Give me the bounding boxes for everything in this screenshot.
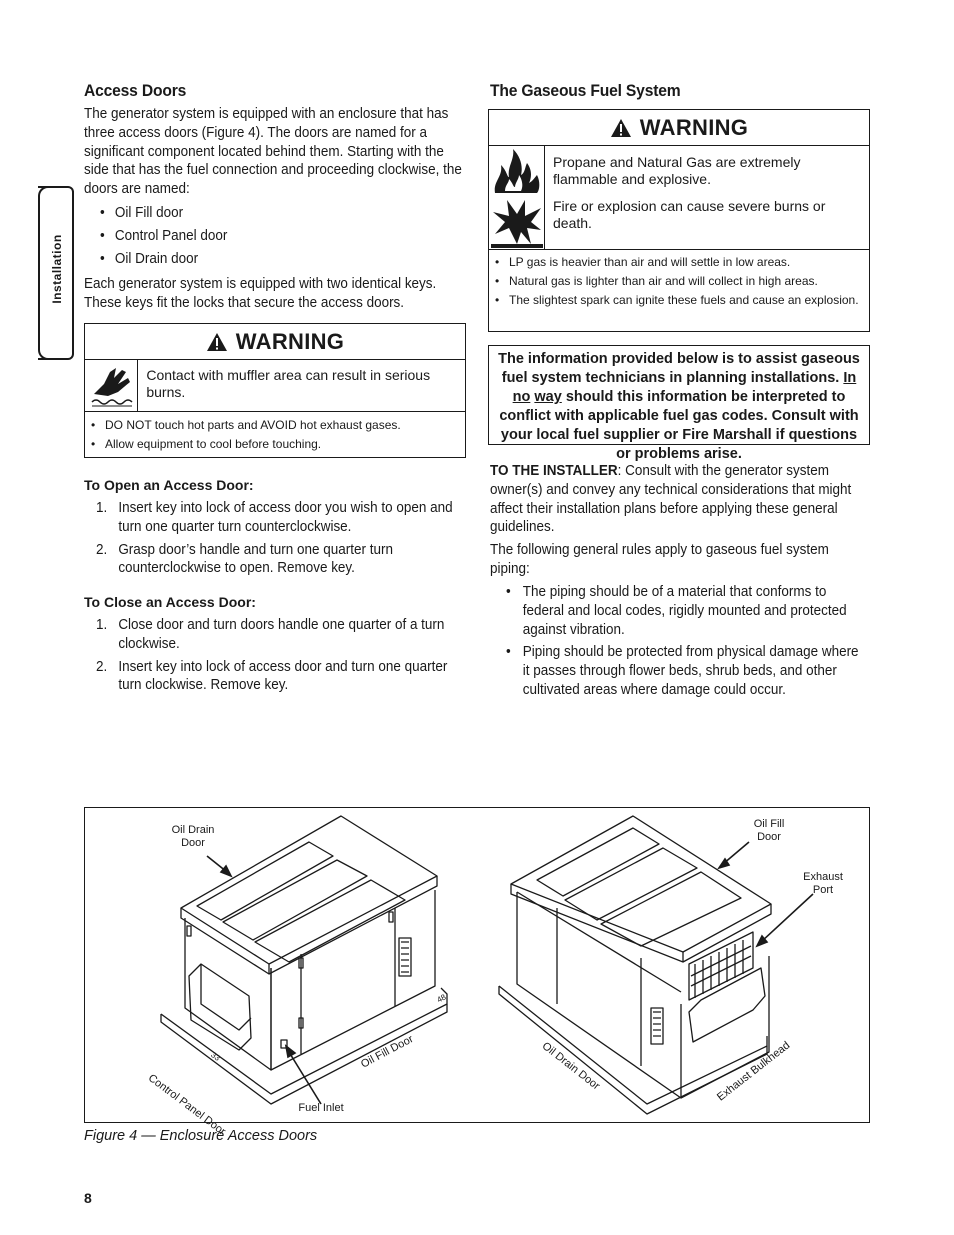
- fuel-info-box: The information provided below is to assist gaseous fuel system technicians in planning installations. In no way should this information be interpreted to conflict with applicable fuel gas codes. Consult with your local fuel supplier or Fire Marshall if questions or problems arise.: [488, 345, 870, 445]
- list-item: 2. Grasp door’s handle and turn one quarter turn counterclockwise to open. Remove key.: [96, 541, 393, 577]
- label-part-number-2: 48: [435, 992, 448, 1005]
- hazard-icons: [489, 146, 545, 249]
- warning-header: WARNING: [489, 110, 869, 146]
- list-item: • Control Panel door: [100, 227, 228, 244]
- side-tab-label: Installation: [50, 234, 64, 304]
- warning-bullets: [85, 412, 465, 458]
- figure-caption: Figure 4 — Enclosure Access Doors: [84, 1128, 318, 1144]
- open-door-heading: To Open an Access Door:: [84, 477, 254, 493]
- warning-message-row: [85, 360, 465, 412]
- warning-bullets: [489, 250, 869, 314]
- close-steps: [96, 616, 459, 699]
- warning-message-burns: Fire or explosion can cause severe burns or death.: [553, 198, 826, 231]
- label-part-number-1: 33: [209, 1050, 222, 1063]
- label-oil-drain-door-right: Oil Drain Door: [539, 1040, 602, 1093]
- label-oil-fill-door-left: Oil Fill Door: [359, 1033, 416, 1071]
- list-item: • DO NOT touch hot parts and AVOID hot exhaust gases.: [91, 418, 401, 432]
- access-doors-heading: Access Doors: [84, 81, 187, 100]
- door-list: [100, 204, 435, 268]
- label-oil-drain-door-top: Oil Drain Door: [171, 824, 215, 849]
- gaseous-fuel-heading: The Gaseous Fuel System: [490, 81, 681, 100]
- label-exhaust-port: Exhaust Port: [803, 871, 843, 896]
- warning-triangle-icon: [610, 118, 632, 138]
- close-door-heading: To Close an Access Door:: [84, 594, 256, 610]
- access-doors-intro: The generator system is equipped with an enclosure that has three access doors (Figure 4). The doors are named for a significant component located behind them. Starting with the side that has the fuel connection and proceeding clockwise, the doors are named:: [84, 106, 462, 198]
- list-item: • Piping should be protected from physical damage where it passes through flower beds, shrub beds, and other cultivated areas where damage could occur.: [506, 644, 859, 698]
- list-item: • Natural gas is lighter than air and will collect in high areas.: [495, 274, 818, 288]
- hot-surface-icon: [85, 360, 138, 411]
- warning-message: Contact with muffler area can result in serious burns.: [146, 367, 431, 400]
- label-control-panel-door: Control Panel Door: [145, 1072, 228, 1138]
- explosion-icon: [489, 198, 544, 250]
- label-exhaust-bulkhead: Exhaust Bulkhead: [715, 1039, 793, 1104]
- keys-text: Each generator system is equipped with two identical keys. These keys fit the locks that secure the access doors.: [84, 276, 437, 311]
- label-fuel-inlet: Fuel Inlet: [298, 1102, 344, 1114]
- rules-intro: The following general rules apply to gaseous fuel system piping:: [490, 542, 829, 577]
- list-item: • The piping should be of a material that conforms to federal and local codes, rigidly mounted and protected against vibration.: [506, 584, 847, 638]
- list-item: 2. Insert key into lock of access door and turn one quarter turn clockwise. Remove key.: [96, 658, 448, 694]
- flame-icon: [489, 146, 544, 198]
- list-item: • Oil Drain door: [100, 250, 199, 267]
- list-item: 1. Insert key into lock of access door you wish to open and turn one quarter turn counterclockwise.: [96, 500, 453, 535]
- list-item: • Oil Fill door: [100, 205, 184, 221]
- label-oil-fill-door-top: Oil Fill Door: [753, 818, 785, 843]
- warning-header: WARNING: [85, 324, 465, 360]
- list-item: • The slightest spark can ignite these fuels and cause an explosion.: [495, 293, 859, 307]
- piping-rules: [506, 583, 869, 700]
- list-item: • LP gas is heavier than air and will settle in low areas.: [495, 255, 791, 269]
- list-item: 1. Close door and turn doors handle one quarter of a turn clockwise.: [96, 617, 445, 652]
- page-number: 8: [84, 1190, 92, 1206]
- fuel-warning-box: [488, 109, 870, 332]
- warning-triangle-icon: [206, 332, 228, 352]
- installer-paragraph: TO THE INSTALLER: Consult with the generator system owner(s) and convey any technical considerations that might affect their installation plans before applying these general guidelines.: [490, 463, 852, 536]
- warning-message-flammable: Propane and Natural Gas are extremely flammable and explosive.: [553, 154, 801, 187]
- muffler-warning-box: [84, 323, 466, 458]
- open-steps: [96, 499, 459, 582]
- list-item: • Allow equipment to cool before touching.: [91, 437, 322, 451]
- warning-message-row: [489, 146, 869, 250]
